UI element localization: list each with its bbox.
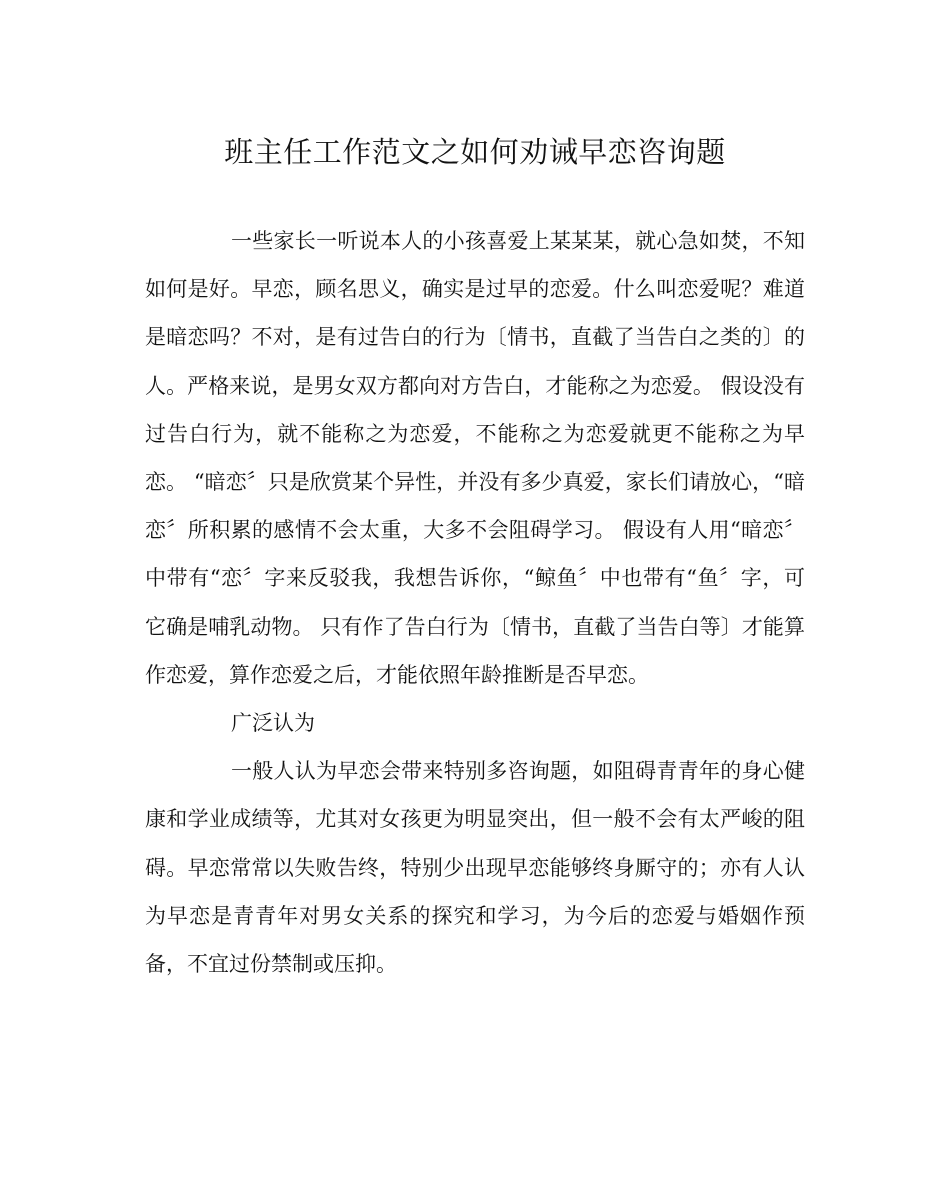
- paragraph-heading: 广泛认为: [231, 711, 315, 736]
- document-body: [145, 217, 805, 988]
- paragraph-intro: 一些家长一听说本人的小孩喜爱上某某某，就心急如焚，不知如何是好。早恋，顾名思义，确实是过早的恋爱。什么叫恋爱呢？难道是暗恋吗？不对，是有过告白的行为〔情书，直截了当告白之类的〕的人。严格来说，是男女双方都向对方告白，才能称之为恋爱。 假设没有过告白行为，就不能称之为恋爱，不能称之为恋爱就更不能称之为早恋。 “暗恋〞只是欣赏某个异性，并没有多少真爱，家长们请放心，“暗恋〞所积累的感情不会太重，大多不会阻碍学习。 假设有人用“暗恋〞中带有“恋〞字来反驳我，我想告诉你，“鲸鱼〞中也带有“鱼〞字，可它确是哺乳动物。 只有作了告白行为〔情书，直截了当告白等〕才能算作恋爱，算作恋爱之后，才能依照年龄推断是否早恋。: [145, 229, 805, 687]
- document-title: 班主任工作范文之如何劝诫早恋咨询题: [224, 135, 726, 169]
- paragraph-general-view: 一般人认为早恋会带来特别多咨询题，如阻碍青青年的身心健康和学业成绩等，尤其对女孩更为明显突出，但一般不会有太严峻的阻碍。早恋常常以失败告终，特别少出现早恋能够终身厮守的；亦有人认为早恋是青青年对男女关系的探究和学习，为今后的恋爱与婚姻作预备，不宜过份禁制或压抑。: [145, 759, 805, 977]
